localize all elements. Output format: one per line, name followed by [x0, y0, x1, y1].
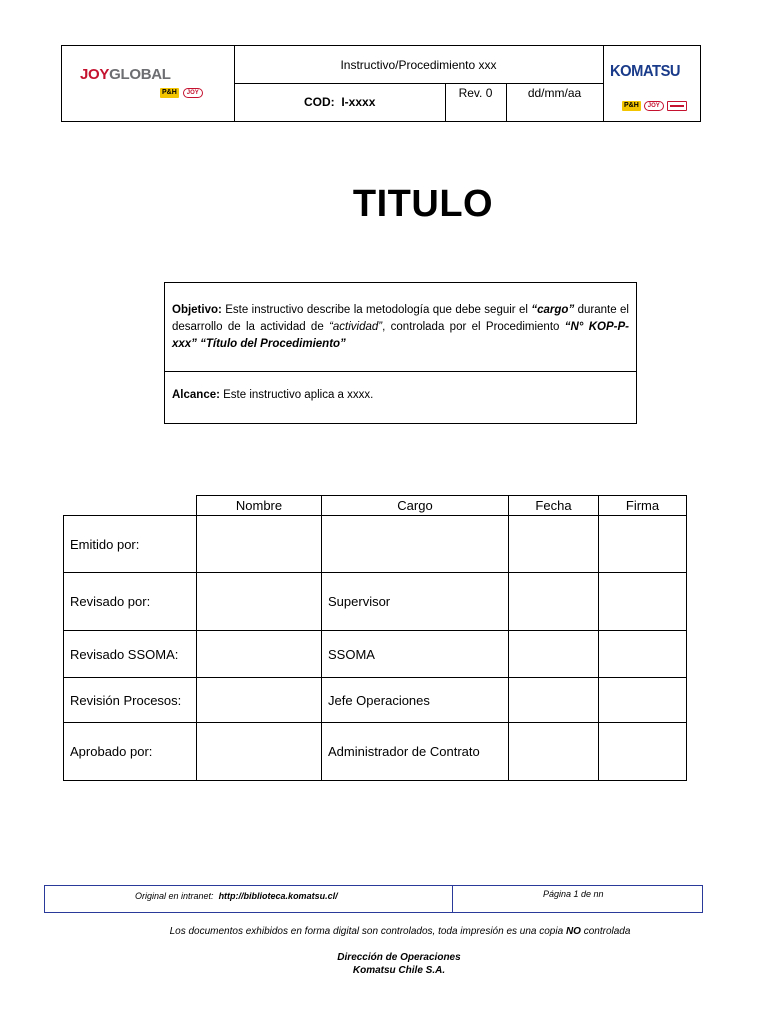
- cod-label: COD:: [304, 95, 335, 109]
- nombre-cell[interactable]: [197, 631, 322, 678]
- scope-label: Alcance:: [172, 389, 220, 401]
- fecha-cell[interactable]: [509, 516, 599, 573]
- header-divider: [603, 46, 604, 121]
- role-cell: Revisado por:: [64, 573, 197, 631]
- ph-badge: P&H: [624, 102, 639, 109]
- table-row: [64, 516, 687, 573]
- firma-cell[interactable]: [599, 573, 687, 631]
- footer-issuer: [0, 951, 768, 977]
- control-note: [0, 926, 768, 937]
- doc-date: dd/mm/aa: [527, 86, 582, 100]
- nombre-cell[interactable]: [197, 723, 322, 781]
- objective-part: , controlada por el Procedimiento: [382, 321, 565, 333]
- firma-cell[interactable]: [599, 631, 687, 678]
- objective-box: [164, 282, 637, 424]
- page-number: Página 1 de nn: [543, 889, 604, 899]
- footer-divider: [452, 886, 453, 912]
- column-header: Fecha: [509, 496, 599, 516]
- column-header: Nombre: [197, 496, 322, 516]
- table-row: [64, 631, 687, 678]
- objective-part: durante el desarrollo de la actividad de: [172, 304, 629, 333]
- ph-badge: P&H: [162, 89, 177, 96]
- table-row: [64, 723, 687, 781]
- komatsu-wordmark: KOMATSU: [610, 63, 681, 80]
- doc-code: [234, 83, 445, 121]
- table-row: [64, 678, 687, 723]
- table-header-row: [64, 496, 687, 516]
- scope-text: [172, 389, 373, 401]
- revision: Rev. 0: [458, 86, 493, 100]
- objective-part: Este instructivo describe la metodología que debe seguir el: [221, 304, 532, 316]
- cargo-cell[interactable]: SSOMA: [322, 631, 509, 678]
- role-cell: Revisado SSOMA:: [64, 631, 197, 678]
- fecha-cell[interactable]: [509, 631, 599, 678]
- joy-badge: JOY: [183, 88, 203, 98]
- objective-text: [172, 302, 629, 353]
- footer-box: [44, 885, 703, 913]
- objective-actividad: “actividad”: [329, 321, 383, 333]
- company-name: Komatsu Chile S.A.: [352, 965, 446, 976]
- column-header: Firma: [599, 496, 687, 516]
- joy-badge: JOY: [644, 101, 664, 111]
- intranet-link[interactable]: http://biblioteca.komatsu.cl/: [218, 891, 338, 901]
- nombre-cell[interactable]: [197, 573, 322, 631]
- note-text: controlada: [580, 926, 631, 937]
- note-no: NO: [565, 926, 581, 937]
- cargo-cell[interactable]: Jefe Operaciones: [322, 678, 509, 723]
- fecha-cell[interactable]: [509, 678, 599, 723]
- box-divider: [165, 371, 636, 372]
- firma-cell[interactable]: [599, 678, 687, 723]
- column-header: Cargo: [322, 496, 509, 516]
- objective-procedure: “N° KOP-P-xxx” “Título del Procedimiento”: [172, 321, 629, 350]
- page-title: TITULO: [352, 183, 494, 225]
- table-corner: [64, 496, 197, 516]
- role-cell: Emitido por:: [64, 516, 197, 573]
- department-name: Dirección de Operaciones: [337, 952, 461, 963]
- cargo-cell[interactable]: Administrador de Contrato: [322, 723, 509, 781]
- logo-joy-text: JOY: [80, 66, 110, 83]
- cargo-cell[interactable]: [322, 516, 509, 573]
- doc-title: Instructivo/Procedimiento xxx: [340, 57, 497, 72]
- cod-value: I-xxxx: [341, 95, 376, 109]
- cargo-cell[interactable]: Supervisor: [322, 573, 509, 631]
- note-text: Los documentos exhibidos en forma digital son controlados, toda impresión es una copia: [169, 926, 566, 937]
- nombre-cell[interactable]: [197, 678, 322, 723]
- document-header: [61, 45, 701, 122]
- table-row: [64, 573, 687, 631]
- firma-cell[interactable]: [599, 516, 687, 573]
- approval-table: [63, 495, 687, 781]
- role-cell: Aprobado por:: [64, 723, 197, 781]
- fecha-cell[interactable]: [509, 573, 599, 631]
- role-cell: Revisión Procesos:: [64, 678, 197, 723]
- nombre-cell[interactable]: [197, 516, 322, 573]
- objective-cargo: “cargo”: [531, 304, 575, 316]
- scope-value: Este instructivo aplica a xxxx.: [219, 389, 374, 401]
- objective-label: Objetivo:: [172, 304, 222, 316]
- intranet-info: [135, 891, 338, 901]
- fecha-cell[interactable]: [509, 723, 599, 781]
- firma-cell[interactable]: [599, 723, 687, 781]
- brand-badge-icon: [667, 101, 687, 111]
- logo-global-text: GLOBAL: [109, 66, 171, 83]
- intranet-label: Original en intranet:: [135, 891, 214, 901]
